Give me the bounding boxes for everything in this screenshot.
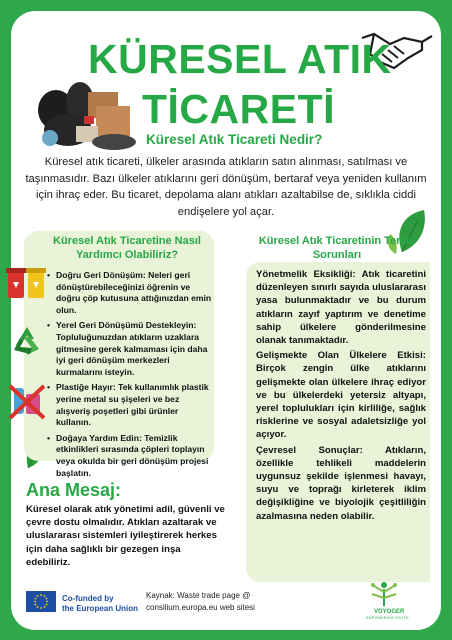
eu-line2: the European Union: [62, 604, 138, 613]
item-title: Doğaya Yardım Edin:: [56, 432, 142, 443]
key-message-text: Küresel olarak atık yönetimi adil, güvenli ve çevre dostu olmalıdır. Atıkları azaltarak ve uluslararası sistemleri iyileştirerek herkes için daha sağlıklı bir gezegen inşa edebiliriz.: [26, 504, 225, 568]
item-title: Yerel Geri Dönüşümü Destekleyin:: [56, 320, 197, 331]
no-plastic-icon: [6, 382, 48, 422]
list-item: [46, 270, 214, 316]
problem-paragraph: Çevresel Sonuçlar: Atıkların, özellikle tehlikeli maddelerin uygunsuz şekilde işlenmesi havayı, suyu ve toprağı kirleterek iklim değişikliğine ve biyolojik çeşitliliğin azalmasına neden olabilir.: [256, 444, 426, 522]
main-problems-heading: Küresel Atık Ticaretinin Temel Sorunları: [258, 235, 416, 261]
source-note: [146, 590, 255, 614]
page-subtitle: Küresel Atık Ticareti Nedir?: [146, 132, 323, 147]
list-item: [46, 382, 214, 428]
item-text: Topluluğunuzdan atıkların uzaklara gitmesine gerek kalmaması için daha iyi geri dönüşüm merkezleri kurmalarını isteyin.: [56, 331, 208, 377]
how-to-help-heading: Küresel Atık Ticaretine Nasıl Yardımcı Olabiliriz?: [53, 235, 201, 261]
eu-line1: Co-funded by: [62, 594, 114, 603]
source-line1: Kaynak: Waste trade page @: [146, 591, 251, 600]
item-title: Doğru Geri Dönüşüm:: [56, 270, 146, 280]
key-message-title: Ana Mesaj:: [26, 480, 122, 500]
item-text: Neleri geri dönüştürebileceğinizi öğrenin ve doğru çöp kutusuna attığınızdan emin olun.: [56, 270, 212, 315]
voyoger-logo-text: VOYOGER: [374, 609, 405, 615]
item-text: Tek kullanımlık plastik yerine metal su şişeleri ve bez alışveriş poşetleri gibi ürünler kullanın.: [56, 382, 209, 428]
problem-paragraph: Yönetmelik Eksikliği: Atık ticaretini düzenleyen sınırlı sayıda uluslararası yasa bulunmaktadır ve bu durum atıkların zayıf yaptırım ve denetime sahip ülkelere gönderilmesine olanak tanımaktadır.: [256, 269, 426, 347]
problem-paragraph: Gelişmekte Olan Ülkelere Etkisi: Birçok zengin ülke atıklarını gelişmekte olan ülkelere ihraç ediyor ve bu ülkelerdeki yetersiz altyapı, yerel toplulukları için kirliliğe, sağlık risklerine ve sosyal adaletsizliğe yol açıyor.: [256, 350, 426, 441]
eu-funding-label: [62, 594, 138, 614]
item-text: Temizlik etkinlikleri sırasında çöpleri toplayın veya okulda bir geri dönüşüm projesi başlatın.: [56, 432, 209, 478]
source-line2: consilium.europa.eu web sitesi: [146, 603, 255, 612]
recycling-bins-icon: [6, 264, 48, 304]
how-to-help-list: [46, 270, 214, 483]
list-item: [46, 320, 214, 378]
list-item: [46, 433, 214, 479]
intro-paragraph: Küresel atık ticareti, ülkeler arasında atıkların satın alınması, satılması ve taşınmasıdır. Bazı ülkeler atıklarını geri dönüşüm, bertaraf veya yeniden kullanım için ihraç eder. Bu ticaret, depolama alanı atıkları azaltabilse de, sıklıkla ciddi endişelere yol açar.: [25, 156, 427, 218]
page-title-line2: TİCARETİ: [142, 86, 336, 132]
item-title: Plastiğe Hayır:: [56, 382, 116, 393]
people-tree-logo: [368, 580, 400, 608]
voyoger-tagline: EMPOWERING YOUTH: [366, 616, 409, 620]
garbage-pile-icon: [36, 72, 140, 154]
page-title-line1: KÜRESEL ATIK: [88, 36, 392, 82]
eu-flag-icon: [26, 591, 56, 612]
main-problems-text: [256, 268, 426, 525]
recycle-symbol-icon: [10, 324, 44, 358]
